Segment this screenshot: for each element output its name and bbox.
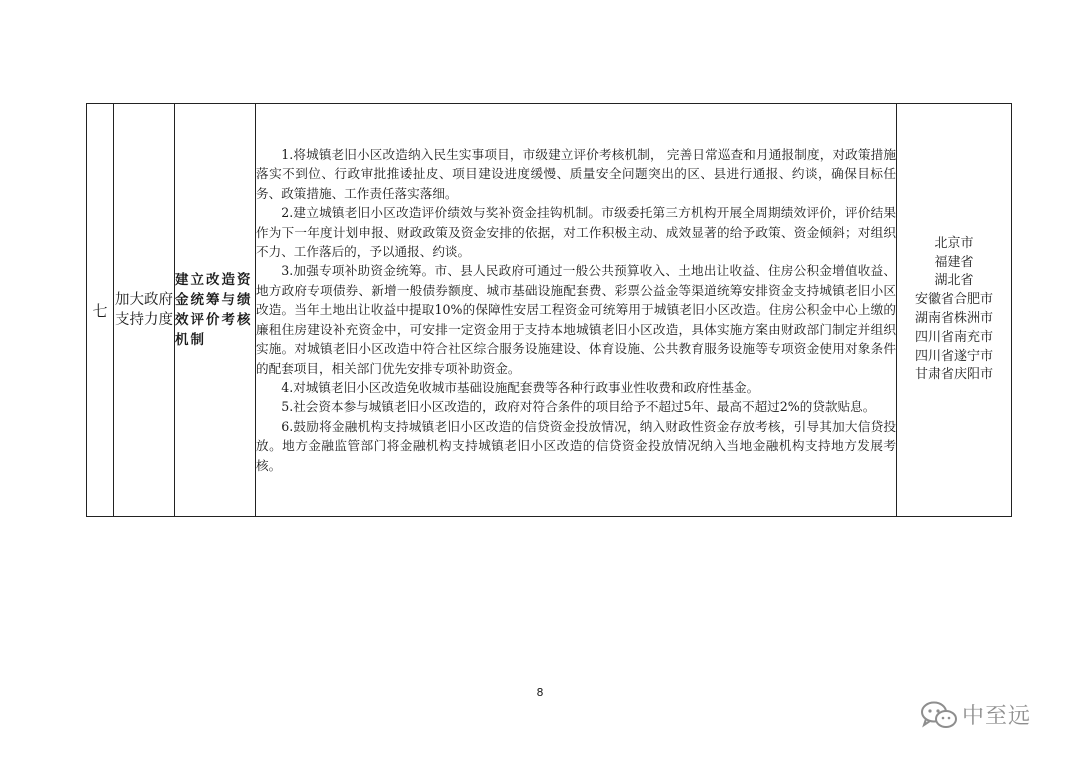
city-item: 湖北省 <box>934 273 974 289</box>
table-row <box>87 104 1012 517</box>
content-item: 5.社会资本参与城镇老旧小区改造的，政府对符合条件的项目给予不超过5年、最高不超过2%的贷款贴息。 <box>281 399 876 415</box>
content-item: 2.建立城镇老旧小区改造评价绩效与奖补资金挂钩机制。市级委托第三方机构开展全周期绩效评价，评价结果作为下一年度计划申报、财政政策及资金安排的依据，对工作积极主动、成效显著的给予政策、资金倾斜；对组织不力、工作落后的，予以通报、约谈。 <box>256 205 896 260</box>
city-item: 安徽省合肥市 <box>914 292 993 308</box>
content-item: 3.加强专项补助资金统筹。市、县人民政府可通过一般公共预算收入、土地出让收益、住房公积金增值收益、地方政府专项债券、新增一般债券额度、城市基础设施配套费、彩票公益金等渠道统筹安排资金支持城镇老旧小区改造。当年土地出让收益中提取10%的保障性安居工程资金可统筹用于城镇老旧小区改造。住房公积金中心上缴的廉租住房建设补充资金中，可安排一定资金用于支持本地城镇老旧小区改造，具体实施方案由财政部门制定并组织实施。对城镇老旧小区改造中符合社区综合服务设施建设、体育设施、公共教育服务设施等专项资金使用对象条件的配套项目，相关部门优先安排专项补助资金。 <box>256 263 896 376</box>
wechat-icon <box>920 700 958 730</box>
page-number: 8 <box>536 686 544 699</box>
city-item: 福建省 <box>934 254 974 270</box>
city-item: 北京市 <box>934 235 974 251</box>
pilot-cities <box>897 104 1012 517</box>
policy-area: 加大政府支持力度 <box>114 104 175 517</box>
content-item: 4.对城镇老旧小区改造免收城市基础设施配套费等各种行政事业性收费和政府性基金。 <box>281 379 760 395</box>
city-item: 四川省遂宁市 <box>914 348 993 364</box>
city-item: 甘肃省庆阳市 <box>914 367 993 383</box>
watermark-text: 中至远 <box>962 704 1032 729</box>
measure-title: 建立改造资金统筹与绩效评价考核机制 <box>175 104 256 517</box>
watermark <box>920 699 1031 730</box>
content-item: 1.将城镇老旧小区改造纳入民生实事项目，市级建立评价考核机制， 完善日常巡查和月通报制度，对政策措施落实不到位、行政审批推诿扯皮、项目建设进度缓慢、质量安全问题突出的区、县进行通报、约谈，确保目标任务、政策措施、工作责任落实落细。 <box>256 147 896 201</box>
measure-content <box>256 104 897 517</box>
city-item: 湖南省株洲市 <box>914 311 993 326</box>
content-item: 6.鼓励将金融机构支持城镇老旧小区改造的信贷资金投放情况，纳入财政性资金存放考核，引导其加大信贷投放。地方金融监管部门将金融机构支持城镇老旧小区改造的信贷资金投放情况纳入当地金融机构支持地方发展考核。 <box>256 418 896 473</box>
city-item: 四川省南充市 <box>914 329 993 345</box>
policy-table <box>86 103 1012 517</box>
row-number: 七 <box>87 104 114 517</box>
